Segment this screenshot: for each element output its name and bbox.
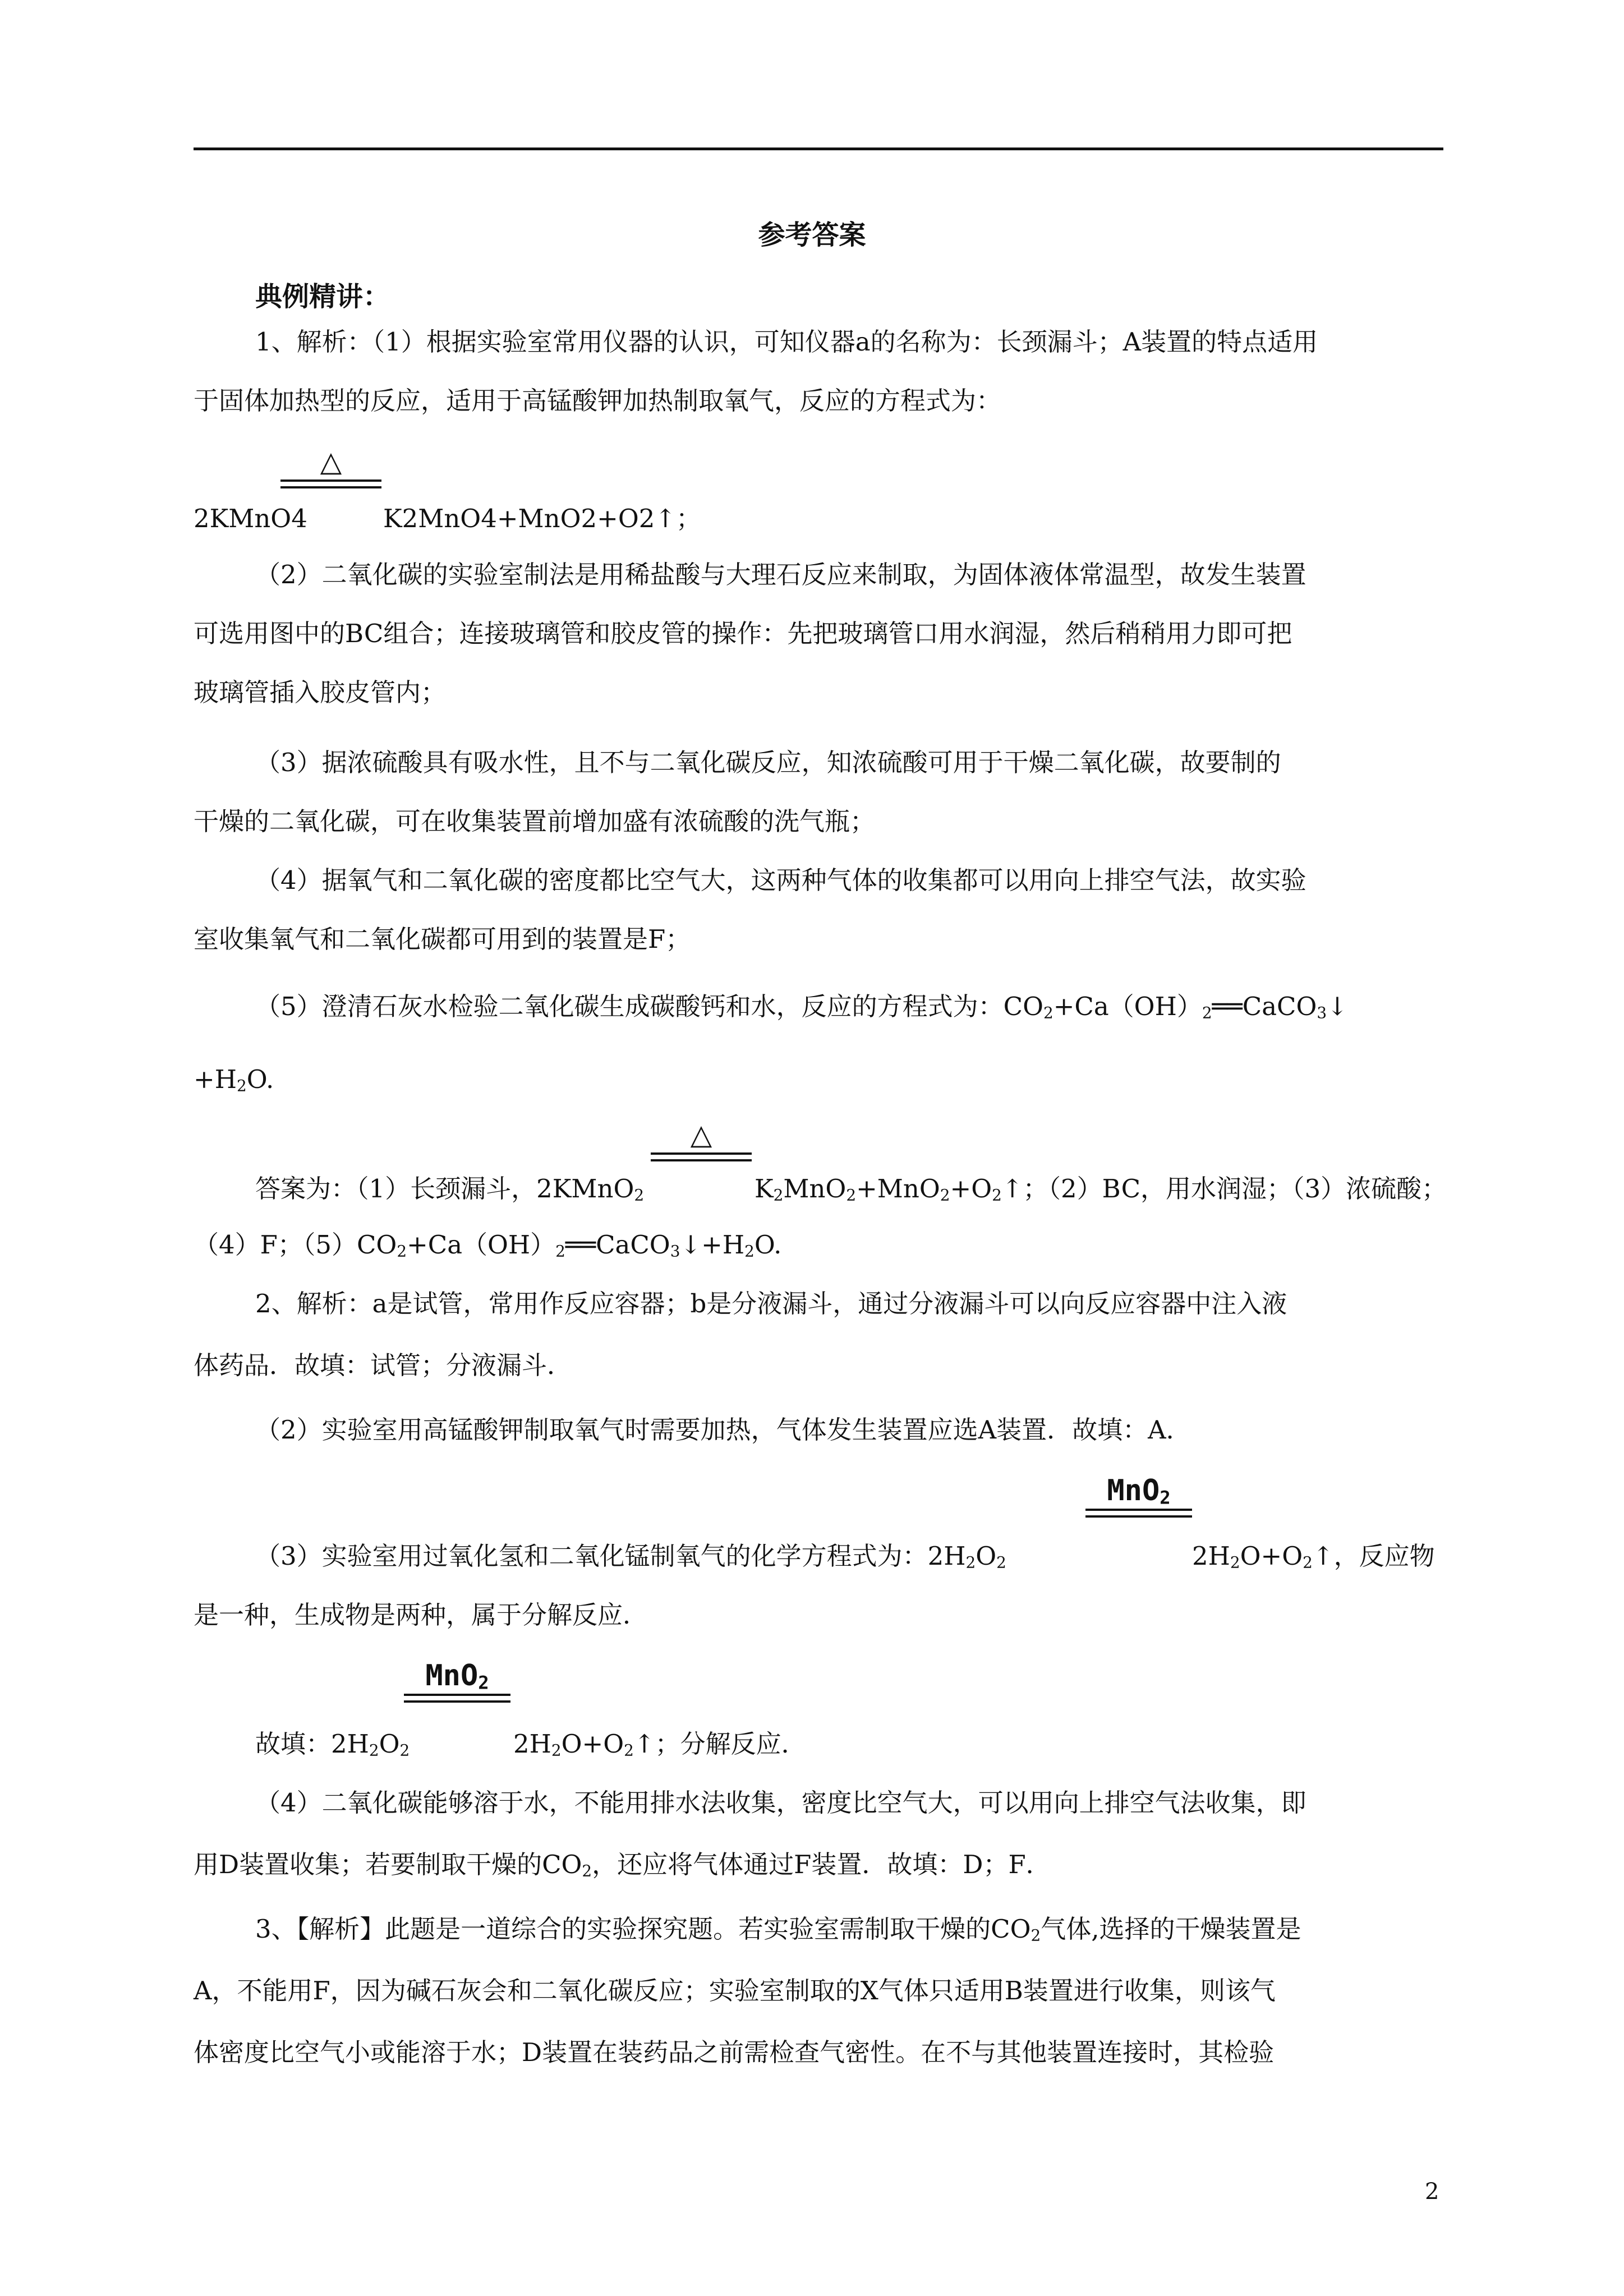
- subscript: 2: [236, 1076, 247, 1095]
- q1-para5-line-1: [255, 990, 1348, 1023]
- page-title: 参考答案: [758, 219, 866, 251]
- para3-product-h: 2H: [1192, 1541, 1230, 1571]
- q1-line-2: 于固体加热型的反应，适用于高锰酸钾加热制取氧气，反应的方程式为：: [194, 386, 1002, 416]
- q3-prefix: 3、【解析】此题是一道综合的实验探究题。若实验室需制取干燥的CO: [255, 1914, 1031, 1944]
- answer-condition-heat: [651, 1119, 752, 1161]
- subscript: 3: [670, 1242, 680, 1261]
- answer2-h: ↓+H: [680, 1230, 745, 1260]
- fill-product-h: 2H: [513, 1729, 551, 1759]
- q2-para3-line-2: 是一种，生成物是两种，属于分解反应．: [194, 1600, 648, 1630]
- q1-para3-line-2: 干燥的二氧化碳，可在收集装置前增加盛有浓硫酸的洗气瓶；: [194, 806, 876, 836]
- answer-o: +O: [950, 1174, 992, 1204]
- q1-para3-line-1: （3）据浓硫酸具有吸水性，且不与二氧化碳反应，知浓硫酸可用于干燥二氧化碳，故要制的: [255, 748, 1281, 777]
- para3-prefix: （3）实验室用过氧化氢和二氧化锰制氧气的化学方程式为：2H: [255, 1541, 966, 1571]
- equals-bar: [651, 1152, 752, 1161]
- catalyst-condition-2: [404, 1660, 510, 1703]
- q2-fill-left: [255, 1727, 410, 1761]
- answer-prefix: 答案为：（1）长颈漏斗，2KMnO: [255, 1174, 634, 1204]
- q3-line-3: 体密度比空气小或能溶于水；D装置在装药品之前需检查气密性。在不与其他装置连接时，其检验: [194, 2037, 1275, 2067]
- subscript: 2: [1303, 1553, 1313, 1572]
- page-number: 2: [1425, 2179, 1439, 2205]
- equals-bar: [404, 1694, 510, 1703]
- q1-para2-line-1: （2）二氧化碳的实验室制法是用稀盐酸与大理石反应来制取，为固体液体常温型，故发生装置: [255, 560, 1306, 589]
- subscript: 2: [1230, 1553, 1240, 1572]
- q3-line-1: [255, 1912, 1301, 1946]
- equation-right: K2MnO4+MnO2+O2↑；: [383, 504, 702, 533]
- answer-line-1-left: [255, 1172, 644, 1206]
- header-rule: [194, 147, 1443, 150]
- para5-end: O.: [246, 1064, 274, 1094]
- q3-end: 气体,选择的干燥装置是: [1041, 1914, 1301, 1944]
- q2-line-1: 2、解析：a是试管，常用作反应容器；b是分液漏斗，通过分液漏斗可以向反应容器中注入液: [255, 1289, 1287, 1318]
- catalyst-text: MnO: [425, 1659, 479, 1693]
- subscript: 2: [1160, 1487, 1171, 1509]
- q2-line-2: 体药品．故填：试管；分液漏斗．: [194, 1350, 573, 1380]
- answer-mno2: +MnO: [856, 1174, 940, 1204]
- subscript: 2: [1030, 1926, 1041, 1945]
- para3-o: O: [976, 1541, 997, 1571]
- q1-para4-line-2: 室收集氧气和二氧化碳都可用到的装置是F；: [194, 924, 691, 954]
- q2-para3-line-1-right: [1192, 1539, 1435, 1573]
- subscript: 2: [551, 1741, 562, 1760]
- para5-arrow: ↓: [1327, 992, 1348, 1021]
- equation-left: 2KMnO4: [194, 504, 307, 533]
- equals-bar: [1085, 1509, 1192, 1518]
- section-heading: 典例精讲：: [255, 281, 390, 312]
- q2-para3-line-1-left: [255, 1539, 1006, 1573]
- para4-prefix: 用D装置收集；若要制取干燥的CO: [194, 1850, 582, 1879]
- q3-line-2: A，不能用F，因为碱石灰会和二氧化碳反应；实验室制取的X气体只适用B装置进行收集，则该气: [194, 1976, 1276, 2005]
- answer2-tail: O.: [754, 1230, 782, 1260]
- para3-end: ↑，反应物: [1312, 1541, 1435, 1571]
- catalyst-label: [1085, 1474, 1192, 1509]
- triangle-icon: △: [320, 445, 342, 478]
- subscript: 2: [965, 1553, 976, 1572]
- subscript: 2: [369, 1741, 379, 1760]
- subscript: 2: [399, 1741, 410, 1760]
- subscript: 2: [846, 1186, 857, 1205]
- subscript: 2: [634, 1186, 645, 1205]
- q2-para4-line-2: [194, 1848, 1051, 1882]
- equals-bar: [280, 480, 381, 488]
- subscript: 2: [555, 1242, 565, 1261]
- answer2-ca: +Ca（OH）: [407, 1230, 556, 1260]
- subscript: 2: [744, 1242, 755, 1261]
- subscript: 2: [397, 1242, 407, 1261]
- para5-ca: +Ca（OH）: [1053, 992, 1202, 1021]
- q2-para2: （2）实验室用高锰酸钾制取氧气时需要加热，气体发生装置应选A装置．故填：A．: [255, 1415, 1191, 1445]
- subscript: 2: [478, 1672, 489, 1694]
- q1-para2-line-2: 可选用图中的BC组合；连接玻璃管和胶皮管的操作：先把玻璃管口用水润湿，然后稍稍用力即可把: [194, 619, 1292, 648]
- subscript: 2: [1202, 1003, 1212, 1022]
- catalyst-condition-1: [1085, 1475, 1192, 1518]
- answer-rest: ↑；（2）BC，用水润湿；（3）浓硫酸；: [1001, 1174, 1447, 1204]
- fill-o: O: [379, 1729, 400, 1759]
- subscript: 2: [992, 1186, 1002, 1205]
- answer-k: K: [755, 1174, 774, 1204]
- para3-product-o: O+O: [1240, 1541, 1303, 1571]
- answer2-caco: ══CaCO: [565, 1230, 670, 1260]
- subscript: 2: [773, 1186, 784, 1205]
- subscript: 2: [1043, 1003, 1053, 1022]
- catalyst-label: [404, 1659, 510, 1694]
- q1-para4-line-1: （4）据氧气和二氧化碳的密度都比空气大，这两种气体的收集都可以用向上排空气法，故实验: [255, 865, 1306, 895]
- q1-para5-line-2: [194, 1063, 274, 1096]
- para5-caco: ══CaCO: [1212, 992, 1317, 1021]
- fill-end: ↑；分解反应．: [633, 1729, 807, 1759]
- para5-text: （5）澄清石灰水检验二氧化碳生成碳酸钙和水，反应的方程式为：CO: [255, 992, 1043, 1021]
- answer2-prefix: （4）F；（5）CO: [194, 1230, 397, 1260]
- catalyst-text: MnO: [1107, 1474, 1160, 1507]
- fill-prefix: 故填：2H: [255, 1729, 369, 1759]
- q1-para2-line-3: 玻璃管插入胶皮管内；: [194, 677, 447, 707]
- answer-line-2: [194, 1228, 781, 1262]
- subscript: 3: [1317, 1003, 1327, 1022]
- subscript: 2: [996, 1553, 1006, 1572]
- para5-h: +H: [194, 1064, 237, 1094]
- q2-fill-right: [513, 1727, 807, 1761]
- subscript: 2: [940, 1186, 950, 1205]
- fill-product-o: O+O: [561, 1729, 624, 1759]
- triangle-icon: △: [690, 1118, 712, 1151]
- q1-line-1: 1、解析：（1）根据实验室常用仪器的认识，可知仪器a的名称为：长颈漏斗；A装置的特点适用: [255, 327, 1318, 357]
- para4-end: ，还应将气体通过F装置．故填：D；F．: [592, 1850, 1051, 1879]
- subscript: 2: [582, 1861, 592, 1880]
- subscript: 2: [624, 1741, 634, 1760]
- answer-mn: MnO: [783, 1174, 846, 1204]
- q2-para4-line-1: （4）二氧化碳能够溶于水，不能用排水法收集，密度比空气大，可以用向上排空气法收集，即: [255, 1788, 1306, 1818]
- reaction-condition-heat: [280, 446, 381, 488]
- answer-line-1-right: [755, 1172, 1447, 1206]
